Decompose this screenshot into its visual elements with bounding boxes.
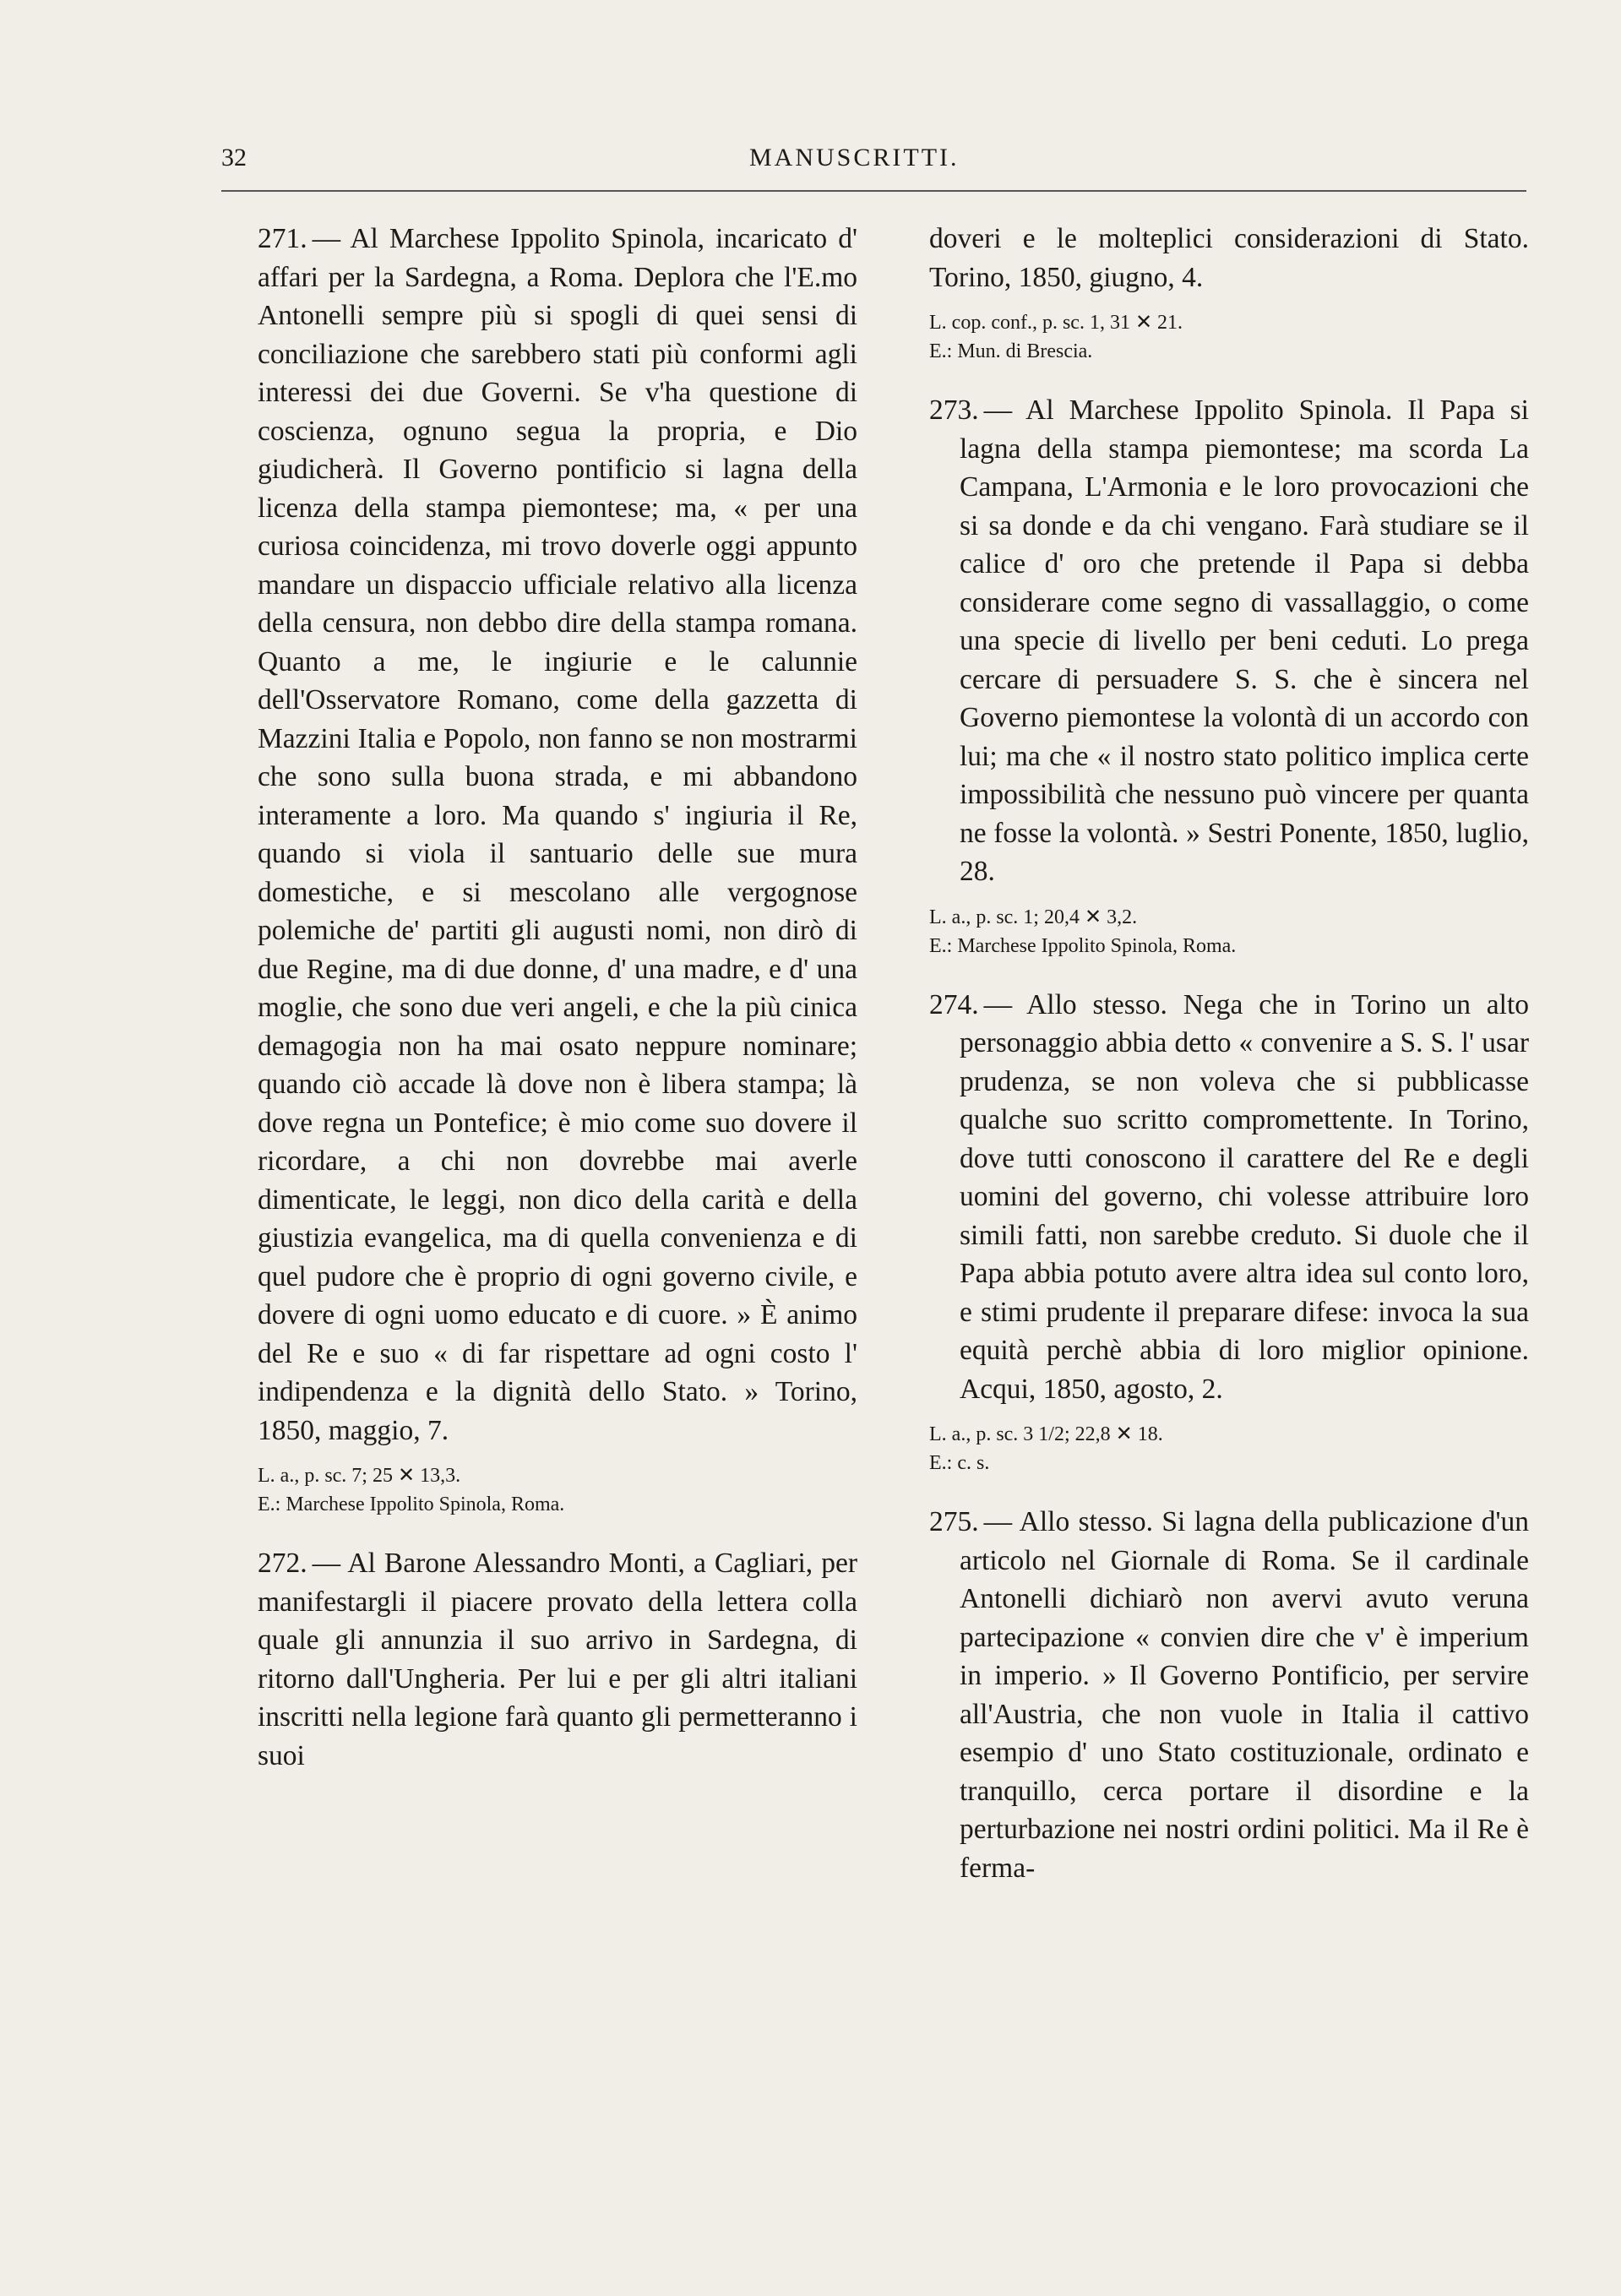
entry-274 (929, 986, 1529, 1478)
entry-text: — Allo stesso. Si lagna della publicazione d'un articolo nel Giornale di Roma. Se il cardinale Antonelli dichiarò non avervi avuto veruna partecipazione « convien dire che v' è imperium in imperio. » Il Governo Pontificio, per servire all'Austria, che non vuole in Italia il cattivo esempio d' uno Stato costituzionale, ordinato e tranquillo, cerca portare il disordine e la perturbazione nei nostri ordini politici. Ma il Re è ferma- (960, 1506, 1529, 1884)
entry-body (929, 986, 1529, 1409)
entry-body (929, 391, 1529, 891)
reference-line: E.: c. s. (929, 1452, 990, 1474)
entry-275 (929, 1503, 1529, 1887)
entry-number: 271. (258, 223, 307, 254)
entry-273 (929, 391, 1529, 960)
entry-body (258, 220, 857, 1450)
entry-272 (258, 1544, 857, 1775)
left-column (258, 220, 857, 1800)
reference-line: E.: Marchese Ippolito Spinola, Roma. (929, 934, 1237, 957)
entry-text: doveri e le molteplici considerazioni di Stato. Torino, 1850, giugno, 4. (929, 223, 1529, 293)
reference-line: L. a., p. sc. 3 1/2; 22,8 ✕ 18. (929, 1423, 1163, 1445)
entry-271 (258, 220, 857, 1519)
reference-line: E.: Marchese Ippolito Spinola, Roma. (258, 1493, 565, 1515)
entry-text: — Al Marchese Ippolito Spinola, incaricato d' affari per la Sardegna, a Roma. Deplora che l'E.mo Antonelli sempre più si spogli di quei sensi di conciliazione che sarebbero stati più conformi agli interessi dei due Governi. Se v'ha questione di coscienza, ognuno segua la propria, e Dio giudicherà. Il Governo pontificio si lagna della licenza della stampa piemontese; ma, « per una curiosa coincidenza, mi trovo doverle oggi appunto mandare un dispaccio ufficiale relativo alla licenza della censura, non debbo dire della stampa romana. Quanto a me, le ingiurie e le calunnie dell'Osservatore Romano, come della gazzetta di Mazzini Italia e Popolo, non fanno se non mostrarmi che sono sulla buona strada, e mi abbandono interamente a loro. Ma quando s' ingiuria il Re, quando si viola il santuario delle sue mura domestiche, e si mescolano alle vergognose polemiche de' partiti gli augusti nomi, non dirò di due Regine, ma di due donne, d' una madre, e d' una moglie, che sono due veri angeli, e che la più cinica demagogia non ha mai osato neppure nominare; quando ciò accade là dove non è libera stampa; là dove regna un Pontefice; è mio come suo dovere il ricordare, a chi non dovrebbe mai averle dimenticate, le leggi, non dico della carità e della giustizia evangelica, ma di quella convenienza e di quel pudore che è proprio di ogni governo civile, e dovere di ogni uomo educato e di cuore. » È animo del Re e suo « di far rispettare ad ogni costo l' indipendenza e la dignità dello Stato. » Torino, 1850, maggio, 7. (258, 223, 857, 1446)
entry-text: — Allo stesso. Nega che in Torino un alto personaggio abbia detto « convenire a S. S. l' usar prudenza, se non voleva che si pubblicasse qualche suo scritto compromettente. In Torino, dove tutti conoscono il carattere del Re e degli uomini del governo, chi volesse attribuire loro simili fatti, non sarebbe creduto. Si duole che il Papa abbia potuto avere altra idea sul conto loro, e stimi prudente il preparare difese: invoca la sua equità perchè abbia di loro miglior opinione. Acqui, 1850, agosto, 2. (960, 988, 1529, 1405)
header-rule (221, 190, 1526, 192)
entry-text: — Al Marchese Ippolito Spinola. Il Papa si lagna della stampa piemontese; ma scorda La Campana, L'Armonia e le loro provocazioni che si sa donde e da chi vengano. Farà studiare se il calice d' oro che pretende il Papa si debba considerare come segno di vassallaggio, o come una specie di livello per beni ceduti. Lo prega cercare di persuadere S. S. che è sincera nel Governo piemontese la volontà di un accordo con lui; ma che « il nostro stato politico implica certe impossibilità che nessuno può vincere per quanta ne fosse la volontà. » Sestri Ponente, 1850, luglio, 28. (960, 394, 1529, 887)
entry-body (929, 1503, 1529, 1887)
reference-line: L. a., p. sc. 1; 20,4 ✕ 3,2. (929, 906, 1138, 928)
reference-line: E.: Mun. di Brescia. (929, 340, 1093, 362)
archival-reference (929, 1420, 1529, 1477)
entry-number: 274. (929, 988, 979, 1020)
entry-272-continued (929, 220, 1529, 366)
page-header (221, 135, 1531, 177)
archival-reference (929, 903, 1529, 960)
entry-number: 272. (258, 1548, 307, 1579)
archival-reference (258, 1461, 857, 1519)
entry-number: 273. (929, 394, 979, 426)
entry-number: 275. (929, 1506, 979, 1537)
archival-reference (929, 308, 1529, 366)
reference-line: L. a., p. sc. 7; 25 ✕ 13,3. (258, 1465, 461, 1487)
running-title: MANUSCRITTI. (749, 144, 960, 171)
entry-text: — Al Barone Alessandro Monti, a Cagliari, per manifestargli il piacere provato della lettera colla quale gli annunzia il suo arrivo in Sardegna, di ritorno dall'Ungheria. Per lui e per gli altri italiani inscritti nella legione farà quanto gli permetteranno i suoi (258, 1548, 857, 1771)
right-column (929, 220, 1529, 1912)
page-number: 32 (221, 144, 247, 171)
entry-body (258, 1544, 857, 1775)
reference-line: L. cop. conf., p. sc. 1, 31 ✕ 21. (929, 312, 1183, 334)
